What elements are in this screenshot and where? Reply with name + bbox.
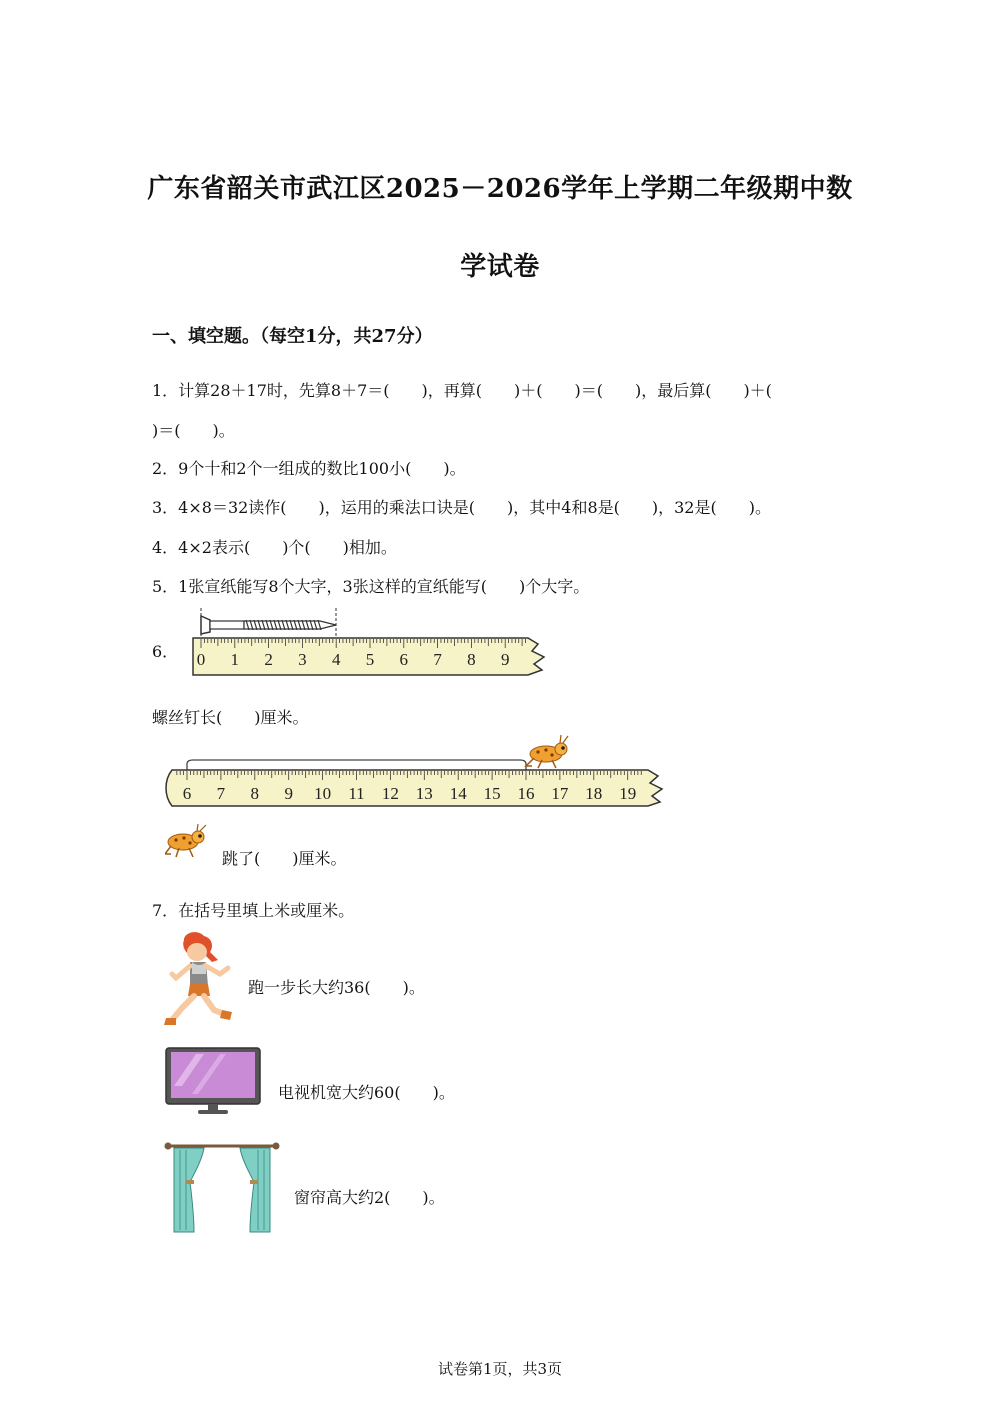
ruler-tick-label: 12 bbox=[381, 784, 399, 803]
ruler-tick-label: 18 bbox=[585, 784, 603, 803]
ruler-tick-label: 7 bbox=[433, 650, 442, 669]
question-3: 3．4×8＝32读作( )，运用的乘法口诀是( )，其中4和8是( )，32是( )。 bbox=[152, 498, 771, 517]
tv-icon bbox=[164, 1046, 264, 1118]
curtain-icon bbox=[164, 1140, 280, 1236]
ruler-tick-label: 9 bbox=[500, 650, 510, 669]
ruler-screw-figure bbox=[188, 604, 553, 680]
grasshopper-icon bbox=[165, 824, 211, 862]
ruler-tick-label: 1 bbox=[230, 650, 240, 669]
ruler-tick-label: 11 bbox=[348, 784, 365, 803]
ruler-tick-label: 6 bbox=[399, 650, 409, 669]
ruler-tick-label: 5 bbox=[365, 650, 375, 669]
ruler-tick-label: 4 bbox=[331, 650, 341, 669]
question-2: 2．9个十和2个一组成的数比100小( )。 bbox=[152, 459, 466, 478]
ruler-tick-label: 8 bbox=[467, 650, 476, 669]
ruler-tick-label: 0 bbox=[196, 650, 206, 669]
ruler-tick-label: 14 bbox=[449, 784, 467, 803]
question-7-run: 跑一步长大约36( )。 bbox=[248, 978, 425, 997]
ruler-tick-label: 3 bbox=[298, 650, 307, 669]
ruler-tick-label: 9 bbox=[284, 784, 293, 803]
grasshopper-icon bbox=[526, 735, 568, 768]
question-6-grasshopper-text: 跳了( )厘米。 bbox=[222, 849, 347, 868]
ruler-tick-label: 16 bbox=[517, 784, 535, 803]
question-5: 5．1张宣纸能写8个大字，3张这样的宣纸能写( )个大字。 bbox=[152, 577, 590, 596]
question-4: 4．4×2表示( )个( )相加。 bbox=[152, 538, 397, 557]
ruler-tick-label: 17 bbox=[551, 784, 569, 803]
section-heading: 一、填空题。（每空1分，共27分） bbox=[152, 326, 433, 347]
page-title-line1: 广东省韶关市武江区2025－2026学年上学期二年级期中数 bbox=[147, 174, 853, 204]
ruler-grasshopper-figure bbox=[160, 734, 670, 814]
ruler-tick-label: 13 bbox=[415, 784, 433, 803]
ruler-tick-label: 15 bbox=[483, 784, 501, 803]
question-7-curtain: 窗帘高大约2( )。 bbox=[294, 1188, 445, 1207]
question-7-tv: 电视机宽大约60( )。 bbox=[278, 1083, 455, 1102]
ruler-tick-label: 2 bbox=[264, 650, 273, 669]
page-footer: 试卷第1页，共3页 bbox=[437, 1360, 563, 1378]
running-girl-icon bbox=[162, 930, 238, 1028]
question-7: 7．在括号里填上米或厘米。 bbox=[152, 901, 355, 920]
ruler-tick-label: 8 bbox=[250, 784, 260, 803]
ruler-tick-label: 7 bbox=[216, 784, 226, 803]
page-title-line2: 学试卷 bbox=[460, 252, 540, 282]
screw-icon bbox=[201, 608, 336, 636]
question-6-label: 6． bbox=[152, 642, 179, 661]
ruler-icon bbox=[193, 638, 544, 675]
ruler-tick-label: 6 bbox=[182, 784, 192, 803]
question-6-screw-text: 螺丝钉长( )厘米。 bbox=[152, 708, 309, 727]
question-1-line2: )＝( )。 bbox=[152, 421, 235, 440]
ruler-tick-label: 19 bbox=[619, 784, 637, 803]
ruler-tick-label: 10 bbox=[314, 784, 332, 803]
question-1-line1: 1．计算28＋17时，先算8＋7＝( )，再算( )＋( )＝( )，最后算( )＋( bbox=[152, 381, 772, 400]
